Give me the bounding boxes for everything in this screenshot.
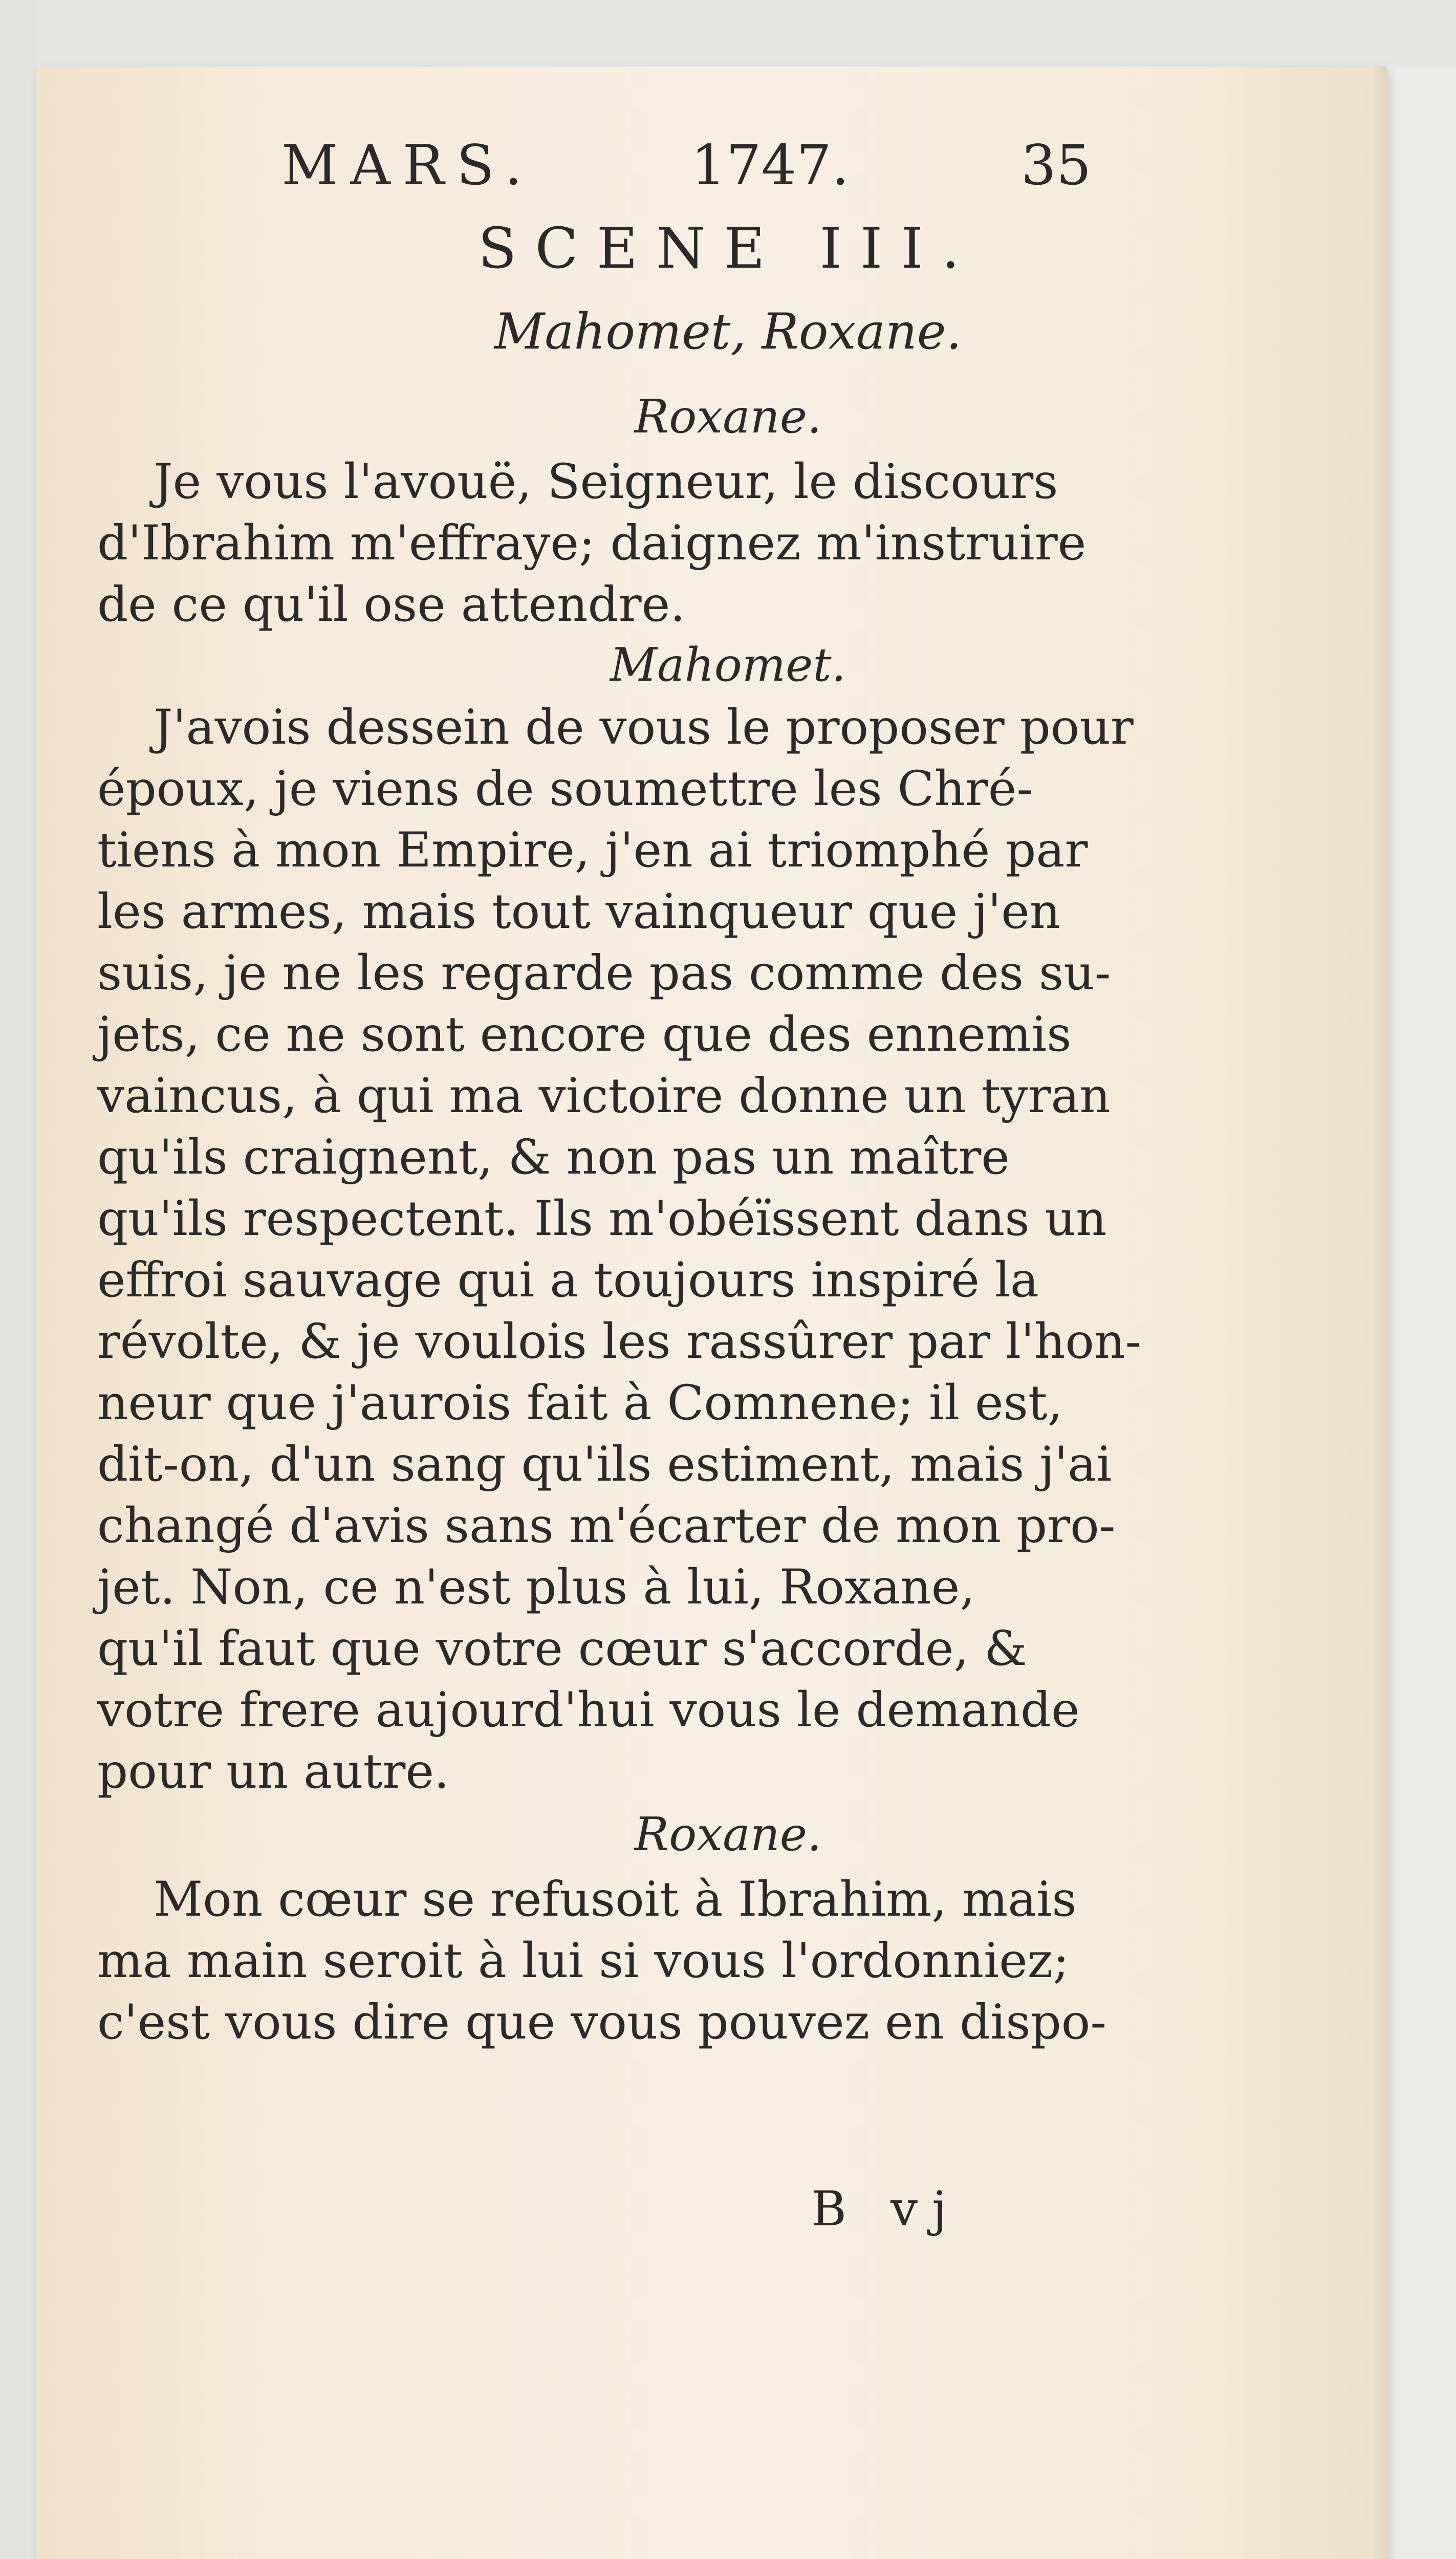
- text-line: Mon cœur se refusoit à Ibrahim, mais: [154, 1872, 1077, 1927]
- characters-line: Mahomet, Roxane.: [494, 303, 962, 360]
- text-line: neur que j'aurois fait à Comnene; il est,: [97, 1375, 1063, 1431]
- speaker-roxane: Roxane.: [634, 1808, 822, 1861]
- speaker-mahomet: Mahomet.: [610, 638, 846, 692]
- text-line: votre frere aujourd'hui vous le demande: [97, 1682, 1080, 1738]
- text-line: révolte, & je voulois les rassûrer par l'hon-: [97, 1314, 1142, 1370]
- text-line: effroi sauvage qui a toujours inspiré la: [97, 1252, 1039, 1308]
- signature-mark: B vj: [811, 2181, 962, 2237]
- running-title: MARS.: [281, 134, 535, 198]
- text-line: jets, ce ne sont encore que des ennemis: [97, 1007, 1072, 1062]
- text-line: les armes, mais tout vainqueur que j'en: [97, 884, 1061, 940]
- text-line: époux, je viens de soumettre les Chré-: [97, 761, 1033, 817]
- text-line: J'avois dessein de vous le proposer pour: [154, 700, 1134, 755]
- text-line: Je vous l'avouë, Seigneur, le discours: [154, 454, 1058, 510]
- text-line: qu'ils respectent. Ils m'obéïssent dans un: [97, 1191, 1107, 1247]
- scan-background-top: [0, 0, 1456, 67]
- text-line: changé d'avis sans m'écarter de mon pro-: [97, 1498, 1116, 1554]
- speaker-roxane: Roxane.: [634, 390, 822, 444]
- text-line: dit-on, d'un sang qu'ils estiment, mais j'ai: [97, 1437, 1112, 1492]
- text-line: tiens à mon Empire, j'en ai triomphé par: [97, 822, 1088, 878]
- text-line: pour un autre.: [97, 1744, 449, 1799]
- text-line: vaincus, à qui ma victoire donne un tyran: [97, 1068, 1111, 1124]
- header-year: 1747.: [691, 134, 850, 198]
- text-line: de ce qu'il ose attendre.: [97, 577, 686, 633]
- text-line: d'Ibrahim m'effraye; daignez m'instruire: [97, 515, 1086, 571]
- scan-background-left: [0, 0, 36, 2559]
- page-number: 35: [1021, 134, 1092, 198]
- text-line: c'est vous dire que vous pouvez en dispo-: [97, 1994, 1107, 2050]
- scene-title: SCENE III.: [478, 215, 978, 281]
- text-line: qu'ils craignent, & non pas un maître: [97, 1130, 1010, 1185]
- text-line: jet. Non, ce n'est plus à lui, Roxane,: [97, 1559, 975, 1615]
- text-line: suis, je ne les regarde pas comme des su-: [97, 945, 1111, 1001]
- text-line: qu'il faut que votre cœur s'accorde, &: [97, 1621, 1027, 1677]
- text-line: ma main seroit à lui si vous l'ordonniez;: [97, 1933, 1070, 1989]
